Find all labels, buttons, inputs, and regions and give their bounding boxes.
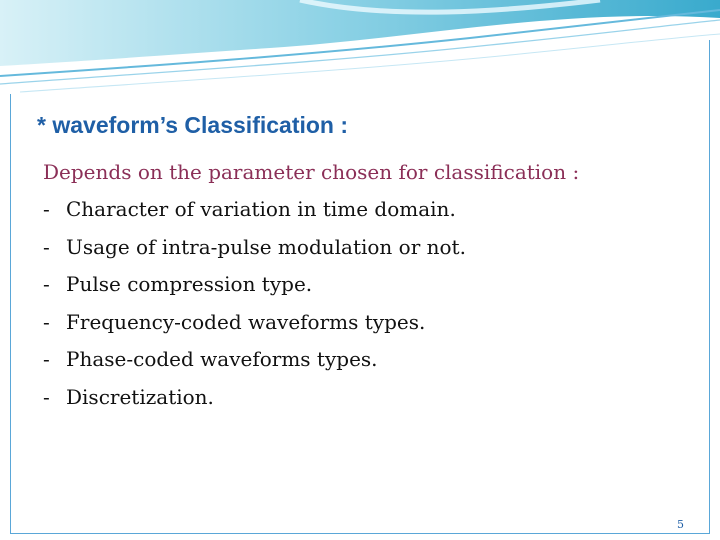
bullet-item (43, 271, 466, 309)
footer-line (10, 533, 710, 534)
bullet-dash: - (43, 384, 50, 409)
page-number: 5 (677, 518, 684, 531)
bullet-dash: - (43, 272, 50, 296)
bullet-item (43, 384, 466, 422)
bullet-text: Frequency-coded waveforms types. (66, 309, 426, 334)
bullet-item (43, 346, 466, 384)
bullet-dash: - (43, 197, 50, 221)
bullet-item (43, 309, 466, 347)
intro-text: Depends on the parameter chosen for classification : (43, 160, 580, 184)
bullet-item (43, 234, 466, 272)
bullet-dash: - (43, 347, 50, 371)
bullet-text: Phase-coded waveforms types. (66, 347, 378, 371)
bullet-list (43, 196, 466, 421)
bullet-dash: - (43, 309, 50, 334)
left-border-line (10, 94, 11, 534)
slide-title: * waveform’s Classification : (37, 112, 349, 138)
right-border-line (709, 40, 710, 534)
bullet-text: Discretization. (66, 384, 214, 409)
bullet-text: Pulse compression type. (66, 272, 313, 296)
bullet-dash: - (43, 234, 50, 259)
bullet-item (43, 196, 466, 234)
header-swoosh-decoration (0, 0, 720, 100)
bullet-text: Character of variation in time domain. (66, 197, 456, 221)
bullet-text: Usage of intra-pulse modulation or not. (66, 234, 466, 259)
